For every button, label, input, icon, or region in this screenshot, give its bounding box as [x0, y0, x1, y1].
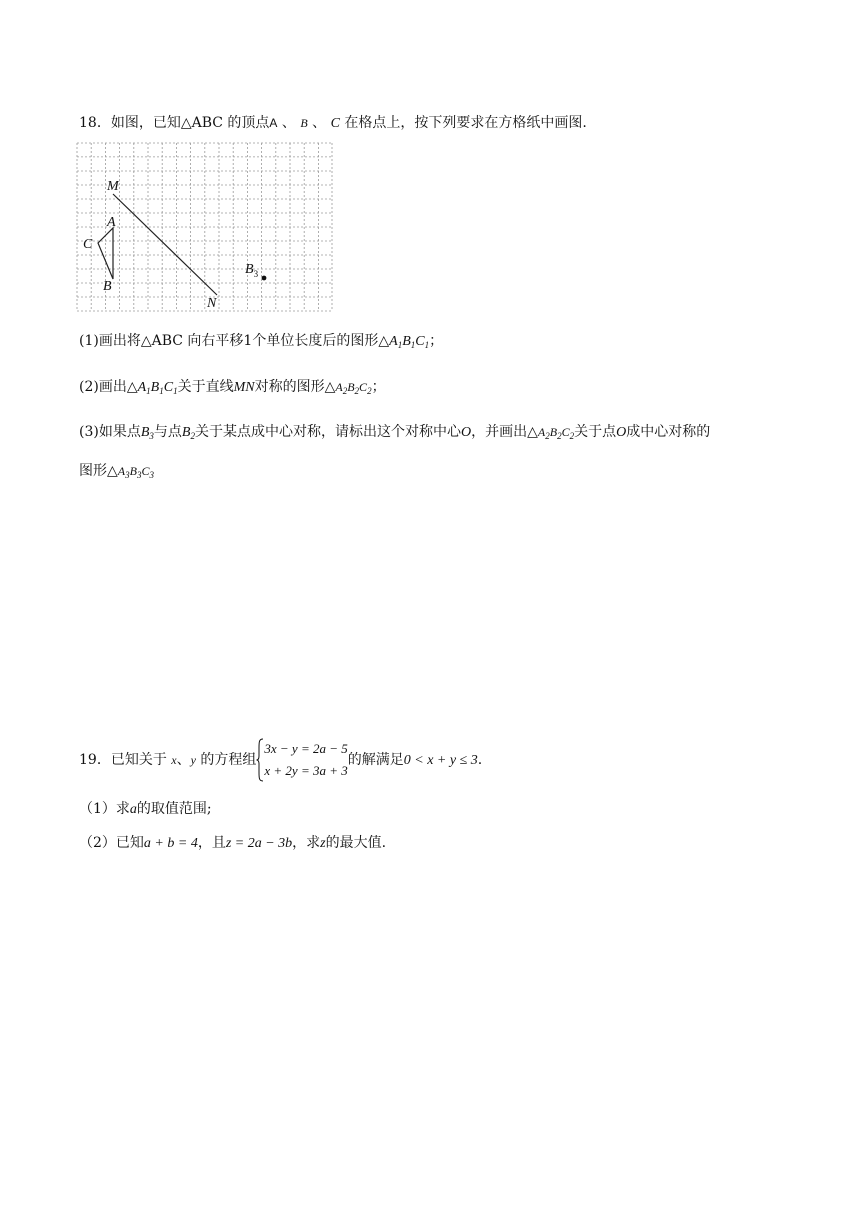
q18-part3-mid4: 关于点 — [574, 424, 617, 440]
q18-sep2: 、 — [307, 115, 331, 131]
q19-part2-mid: ，且 — [197, 835, 226, 851]
q18-part3-pre: (3)如果点 — [79, 424, 141, 440]
segment-mn — [113, 194, 217, 295]
tri-vertex: C — [561, 425, 570, 439]
tri-vertex: A — [117, 464, 126, 478]
q18-part1-pre: (1)画出将△ABC 向右平移 — [79, 333, 244, 349]
q18-stem-pre: 如图，已知△ABC 的顶点 — [110, 115, 270, 131]
tri-vertex: B — [347, 380, 355, 394]
q18-part1 — [79, 331, 443, 355]
q18-part2-triangle1 — [138, 380, 178, 395]
q18-part3-line2-pre: 图形△ — [79, 463, 118, 479]
q18-part2-mid2: 对称的图形△ — [254, 379, 336, 395]
q19-end: . — [477, 752, 483, 768]
q18-stem — [79, 113, 587, 134]
tri-sub: 2 — [367, 386, 372, 396]
q18-part3-mid5: 成中心对称的 — [626, 424, 711, 440]
q19-part2-mid2: ，求 — [292, 835, 321, 851]
tri-sub: 1 — [159, 386, 164, 396]
tri-sub: 1 — [410, 340, 416, 350]
tri-sub: 2 — [557, 431, 562, 441]
q19-stem-post: 的解满足 — [347, 752, 404, 768]
q19-stem-pre: 已知关于 — [110, 752, 172, 768]
q19-part2-eq2: z = 2a − 3b — [225, 836, 293, 851]
q18-part1-mid: 个单位长度后的图形△ — [252, 333, 390, 349]
q19-part1-var: a — [129, 802, 137, 817]
tri-sub: 1 — [173, 386, 178, 396]
tri-sub: 3 — [125, 470, 130, 480]
q19-condition: 0 < x + y ≤ 3 — [403, 753, 478, 768]
q18-sep1: 、 — [277, 115, 301, 131]
q18-part3-mid3: ，并画出△ — [471, 424, 538, 440]
q19-part2-var: z — [320, 836, 326, 851]
q19-number: 19． — [79, 752, 111, 768]
label-n: N — [207, 296, 217, 311]
tri-sub: 3 — [136, 470, 142, 480]
q18-part3-triangle3 — [118, 464, 154, 478]
label-b3-main: B — [245, 262, 254, 277]
q18-number: 18． — [79, 115, 111, 131]
q19-part1-post: 的取值范围; — [136, 801, 212, 817]
q19-part2-eq1: a + b = 4 — [143, 836, 198, 851]
q18-part2-end: ； — [371, 379, 386, 395]
tri-vertex: A — [137, 380, 147, 395]
q19-stem — [79, 738, 482, 778]
label-a: A — [107, 215, 116, 230]
tri-vertex: C — [359, 380, 368, 394]
equation-lines — [264, 738, 347, 782]
q18-part3-center-o2: O — [616, 425, 627, 440]
equation-1: 3x − y = 2a − 5 — [264, 741, 348, 756]
q18-part3-triangle2 — [538, 425, 574, 439]
q18-part2 — [79, 377, 386, 401]
q19-part1 — [79, 799, 212, 820]
q18-point-b: B — [300, 116, 308, 130]
tri-vertex: A — [537, 425, 546, 439]
tri-sub: 1 — [397, 340, 403, 350]
tri-vertex: B — [129, 464, 137, 478]
q18-part3-b2 — [182, 425, 195, 440]
equation-system — [256, 738, 347, 782]
q19-var-y: y — [190, 753, 196, 767]
q18-part3-mid2: 关于某点成中心对称，请标出这个对称中心 — [194, 424, 461, 440]
point-sub: 2 — [190, 431, 195, 441]
q19-stem-mid: 的方程组 — [195, 752, 257, 768]
q18-part1-end: ； — [429, 333, 444, 349]
label-m: M — [107, 179, 119, 194]
q19-sep: 、 — [176, 752, 191, 768]
q18-part2-triangle2 — [335, 380, 371, 394]
label-b: B — [103, 279, 112, 294]
q18-point-c: C — [330, 116, 340, 131]
q18-part3-center-o: O — [460, 425, 472, 440]
tri-sub: 2 — [569, 431, 575, 441]
q18-point-a: A — [269, 116, 278, 130]
q19-part1-pre: （1）求 — [79, 801, 130, 817]
tri-vertex: C — [415, 334, 425, 349]
tri-vertex: B — [150, 380, 160, 395]
tri-vertex: A — [335, 380, 343, 394]
q19-part2 — [79, 833, 386, 854]
point-letter: B — [140, 425, 150, 440]
equation-2: x + 2y = 3a + 3 — [264, 763, 348, 778]
q18-part3-mid1: 与点 — [153, 424, 182, 440]
q18-part1-num: 1 — [243, 333, 253, 349]
point-sub: 3 — [149, 431, 154, 441]
q18-part3-b3 — [141, 425, 154, 440]
point-b3-dot — [262, 276, 267, 281]
label-c: C — [83, 237, 93, 252]
q18-part2-mid: 关于直线 — [177, 379, 234, 395]
tri-vertex: B — [402, 334, 411, 349]
q18-part3-line1 — [79, 422, 710, 446]
q18-stem-post: 在格点上，按下列要求在方格纸中画图. — [339, 115, 587, 131]
q19-part2-post: 的最大值. — [325, 835, 387, 851]
tri-sub: 2 — [354, 386, 360, 396]
tri-sub: 2 — [342, 386, 348, 396]
label-b3-sub: 3 — [253, 269, 259, 279]
q18-part3-line2 — [79, 461, 154, 485]
point-letter: B — [181, 425, 191, 440]
label-b3 — [245, 262, 259, 279]
grid-figure — [76, 142, 334, 314]
tri-sub: 3 — [149, 470, 154, 480]
q18-part2-line-mn: MN — [233, 380, 255, 395]
tri-vertex: C — [163, 380, 174, 395]
q19-part2-pre: （2）已知 — [79, 835, 144, 851]
tri-vertex: A — [389, 334, 398, 349]
tri-vertex: C — [141, 464, 150, 478]
q18-part1-triangle — [389, 334, 429, 349]
tri-sub: 1 — [146, 386, 151, 396]
tri-sub: 2 — [545, 431, 550, 441]
q19-var-x: x — [171, 753, 177, 767]
tri-sub: 1 — [424, 340, 430, 350]
tri-vertex: B — [549, 425, 558, 439]
q18-part2-pre: (2)画出△ — [79, 379, 138, 395]
